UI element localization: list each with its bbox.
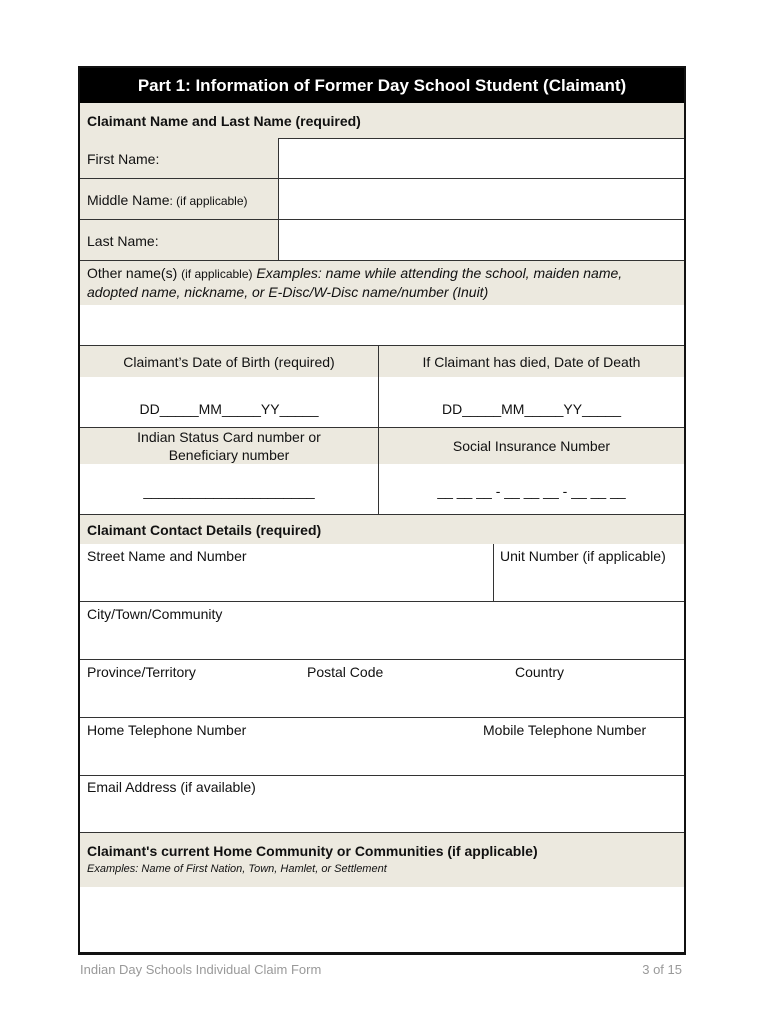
claim-form-part1 — [78, 66, 686, 955]
street-input[interactable] — [80, 544, 493, 601]
mobile-phone-label: Mobile Telephone Number — [483, 722, 647, 738]
email-label: Email Address (if available) — [87, 779, 256, 795]
city-label: City/Town/Community — [87, 606, 223, 622]
community-heading: Claimant's current Home Community or Communities (if applicable) — [87, 843, 538, 859]
death-date-label: If Claimant has died, Date of Death — [422, 354, 641, 370]
death-date-field[interactable]: DD_____MM_____YY_____ — [441, 401, 621, 417]
last-name-input[interactable] — [279, 220, 684, 260]
first-name-input[interactable] — [279, 138, 684, 178]
home-phone-label: Home Telephone Number — [87, 722, 247, 738]
email-input[interactable] — [80, 776, 684, 832]
unit-input[interactable] — [494, 544, 684, 601]
footer-page-number: 3 of 15 — [642, 962, 682, 977]
address-region-input[interactable] — [80, 660, 684, 717]
community-input[interactable] — [80, 887, 684, 952]
other-names-label: Other name(s) (if applicable) Examples: name while attending the school, maiden name, — [87, 265, 623, 281]
unit-label: Unit Number (if applicable) — [500, 548, 666, 564]
phone-input[interactable] — [80, 718, 684, 775]
contact-heading: Claimant Contact Details (required) — [87, 522, 322, 538]
last-name-label: Last Name: — [87, 233, 159, 249]
birth-date-field[interactable]: DD_____MM_____YY_____ — [139, 401, 319, 417]
status-card-label-line1: Indian Status Card number or — [137, 429, 321, 445]
first-name-label: First Name: — [87, 151, 160, 167]
middle-name-input[interactable] — [279, 179, 684, 219]
status-card-field[interactable]: ______________________ — [143, 483, 315, 499]
city-input[interactable] — [80, 602, 684, 659]
birth-date-label: Claimant’s Date of Birth (required) — [123, 354, 335, 370]
postal-code-label: Postal Code — [307, 664, 384, 680]
middle-name-label: Middle Name: (if applicable) — [87, 192, 248, 208]
name-section-heading: Claimant Name and Last Name (required) — [87, 113, 361, 129]
community-header — [80, 833, 684, 887]
sin-label: Social Insurance Number — [452, 438, 611, 454]
other-names-input[interactable] — [80, 305, 684, 345]
footer-form-name: Indian Day Schools Individual Claim Form — [80, 962, 322, 977]
sin-field[interactable]: __ __ __ - __ __ __ - __ __ __ — [437, 483, 626, 499]
community-examples: Examples: Name of First Nation, Town, Hamlet, or Settlement — [87, 863, 387, 875]
part-title: Part 1: Information of Former Day School Student (Claimant) — [80, 68, 684, 103]
status-card-label-line2: Beneficiary number — [168, 447, 290, 463]
country-label: Country — [515, 664, 565, 680]
street-label: Street Name and Number — [87, 548, 247, 564]
province-label: Province/Territory — [87, 664, 196, 680]
other-names-examples: adopted name, nickname, or E-Disc/W-Disc name/number (Inuit) — [87, 284, 489, 300]
